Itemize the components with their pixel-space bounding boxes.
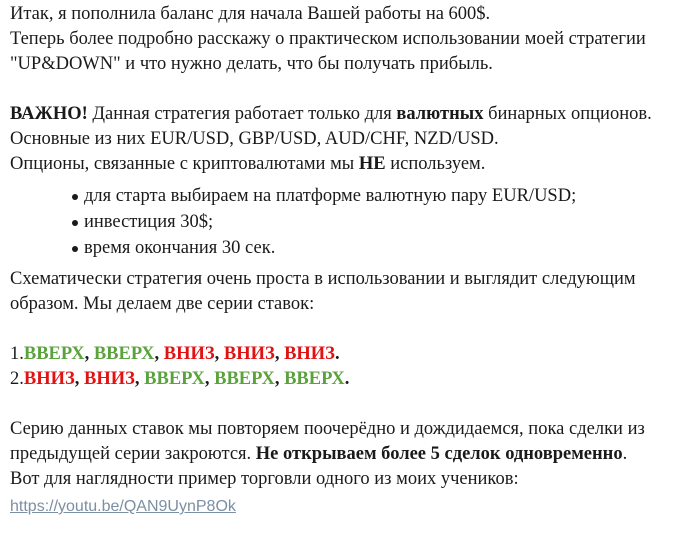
- separator: ,: [134, 369, 145, 389]
- bet-down: ВНИЗ: [223, 344, 275, 364]
- settings-list: [10, 183, 694, 261]
- series-end: .: [344, 369, 350, 389]
- separator: ,: [274, 344, 285, 364]
- list-item: инвестиция 30$;: [84, 209, 694, 235]
- spacer: [10, 392, 694, 417]
- separator: ,: [154, 344, 164, 364]
- bet-up: ВВЕРХ: [144, 369, 205, 389]
- youtube-link[interactable]: https://youtu.be/QAN9UynP8Ok: [10, 498, 236, 515]
- important-bold-currency: валютных: [396, 104, 484, 124]
- bet-down: ВНИЗ: [284, 344, 335, 364]
- bet-down: ВНИЗ: [163, 344, 215, 364]
- closing-text-2: .: [622, 444, 628, 464]
- list-item: время окончания 30 сек.: [84, 235, 694, 261]
- message-body: [10, 2, 694, 519]
- series-2-prefix: 2.: [10, 369, 24, 389]
- series-1: [10, 342, 694, 367]
- bet-up: ВВЕРХ: [214, 369, 275, 389]
- separator: ,: [274, 369, 285, 389]
- bet-down: ВНИЗ: [23, 369, 75, 389]
- separator: ,: [84, 344, 94, 364]
- bet-up: ВВЕРХ: [23, 344, 85, 364]
- separator: ,: [214, 344, 224, 364]
- separator: ,: [74, 369, 85, 389]
- bet-down: ВНИЗ: [84, 369, 135, 389]
- important-text-4: используем.: [385, 154, 486, 174]
- important-text-1: Данная стратегия работает только для: [87, 104, 397, 124]
- series-2: [10, 367, 694, 392]
- closing-paragraph: [10, 417, 694, 492]
- closing-text-3: Вот для наглядности пример торговли одного из моих учеников:: [10, 469, 519, 489]
- important-text-3: Опционы, связанные с криптовалютами мы: [10, 154, 359, 174]
- intro-line-2: Теперь более подробно расскажу о практическом использовании моей стратегии "UP&DOWN" и что нужно делать, что бы получать прибыль.: [10, 29, 646, 74]
- separator: ,: [204, 369, 215, 389]
- bet-up: ВВЕРХ: [93, 344, 155, 364]
- intro-line-1: Итак, я пополнила баланс для начала Вашей работы на 600$.: [10, 4, 491, 24]
- spacer: [10, 77, 694, 102]
- list-item: для старта выбираем на платформе валютную пару EUR/USD;: [84, 183, 694, 209]
- closing-bold: Не открываем более 5 сделок одновременно: [255, 444, 623, 464]
- series-1-prefix: 1.: [10, 344, 24, 364]
- series-end: .: [334, 344, 340, 364]
- intro-paragraph: [10, 2, 694, 77]
- important-paragraph: [10, 102, 694, 177]
- important-text-2: бинарных опционов. Основные из них EUR/USD, GBP/USD, AUD/CHF, NZD/USD.: [10, 104, 652, 149]
- important-label: ВАЖНО!: [10, 104, 88, 124]
- scheme-paragraph: Схематически стратегия очень проста в использовании и выглядит следующим образом. Мы делаем две серии ставок:: [10, 269, 636, 314]
- spacer: [10, 317, 694, 342]
- closing-text-1: Серию данных ставок мы повторяем поочерёдно и дождидаемся, пока сделки из предыдущей серии закроются.: [10, 419, 645, 464]
- bet-up: ВВЕРХ: [284, 369, 345, 389]
- important-bold-not: НЕ: [358, 154, 386, 174]
